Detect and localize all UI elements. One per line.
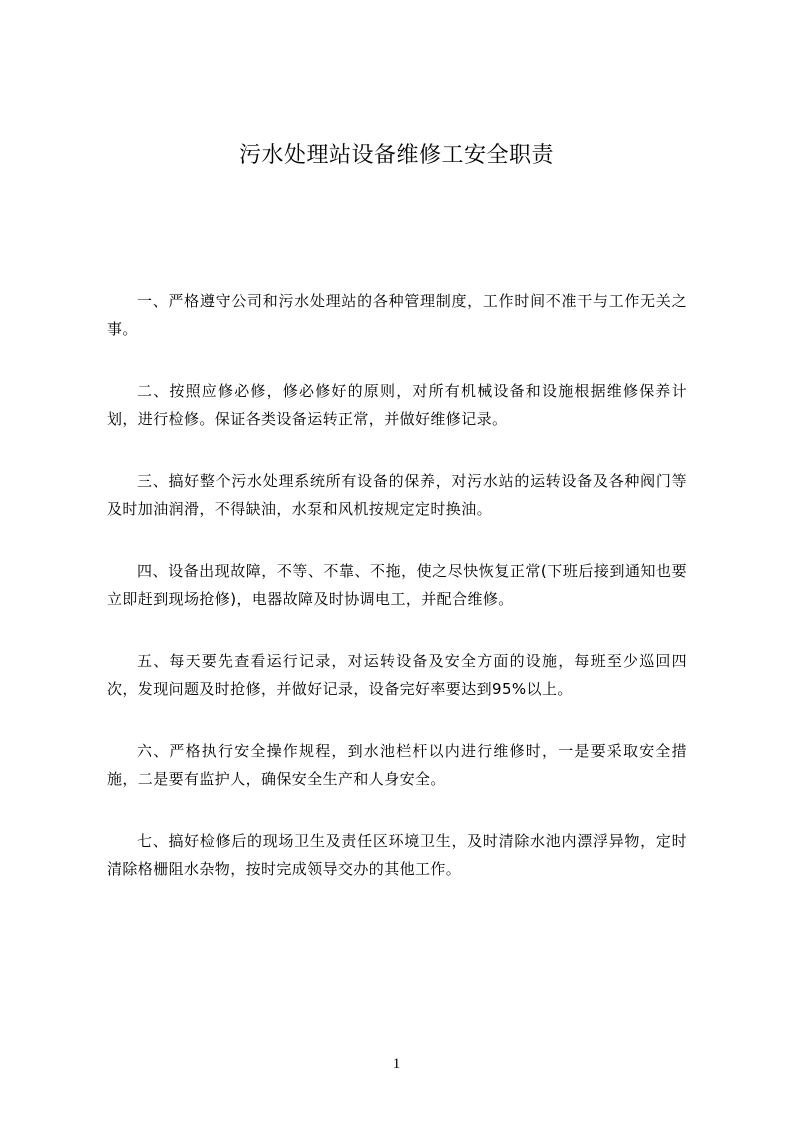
paragraph-1: 一、严格遵守公司和污水处理站的各种管理制度，工作时间不准干与工作无关之事。 [107,292,687,338]
page-number: 1 [392,1056,401,1072]
paragraph-3: 三、搞好整个污水处理系统所有设备的保养，对污水站的运转设备及各种阀门等及时加油润滑，不得缺油，水泵和风机按规定定时换油。 [107,472,687,518]
paragraph-4: 四、设备出现故障，不等、不靠、不拖，使之尽快恢复正常(下班后接到通知也要立即赶到现场抢修)，电器故障及时协调电工，并配合维修。 [107,562,687,608]
paragraph-2: 二、按照应修必修，修必修好的原则，对所有机械设备和设施根据维修保养计划，进行检修。保证各类设备运转正常，并做好维修记录。 [107,382,687,428]
paragraph-7: 七、搞好检修后的现场卫生及责任区环境卫生，及时清除水池内漂浮异物，定时清除格栅阻水杂物，按时完成领导交办的其他工作。 [107,832,687,878]
document-body [107,287,687,917]
paragraph-5: 五、每天要先查看运行记录，对运转设备及安全方面的设施，每班至少巡回四次，发现问题及时抢修，并做好记录，设备完好率要达到95%以上。 [107,652,687,698]
document-title: 污水处理站设备维修工安全职责 [238,143,554,168]
paragraph-6: 六、严格执行安全操作规程，到水池栏杆以内进行维修时，一是要采取安全措施，二是要有监护人，确保安全生产和人身安全。 [107,742,687,788]
